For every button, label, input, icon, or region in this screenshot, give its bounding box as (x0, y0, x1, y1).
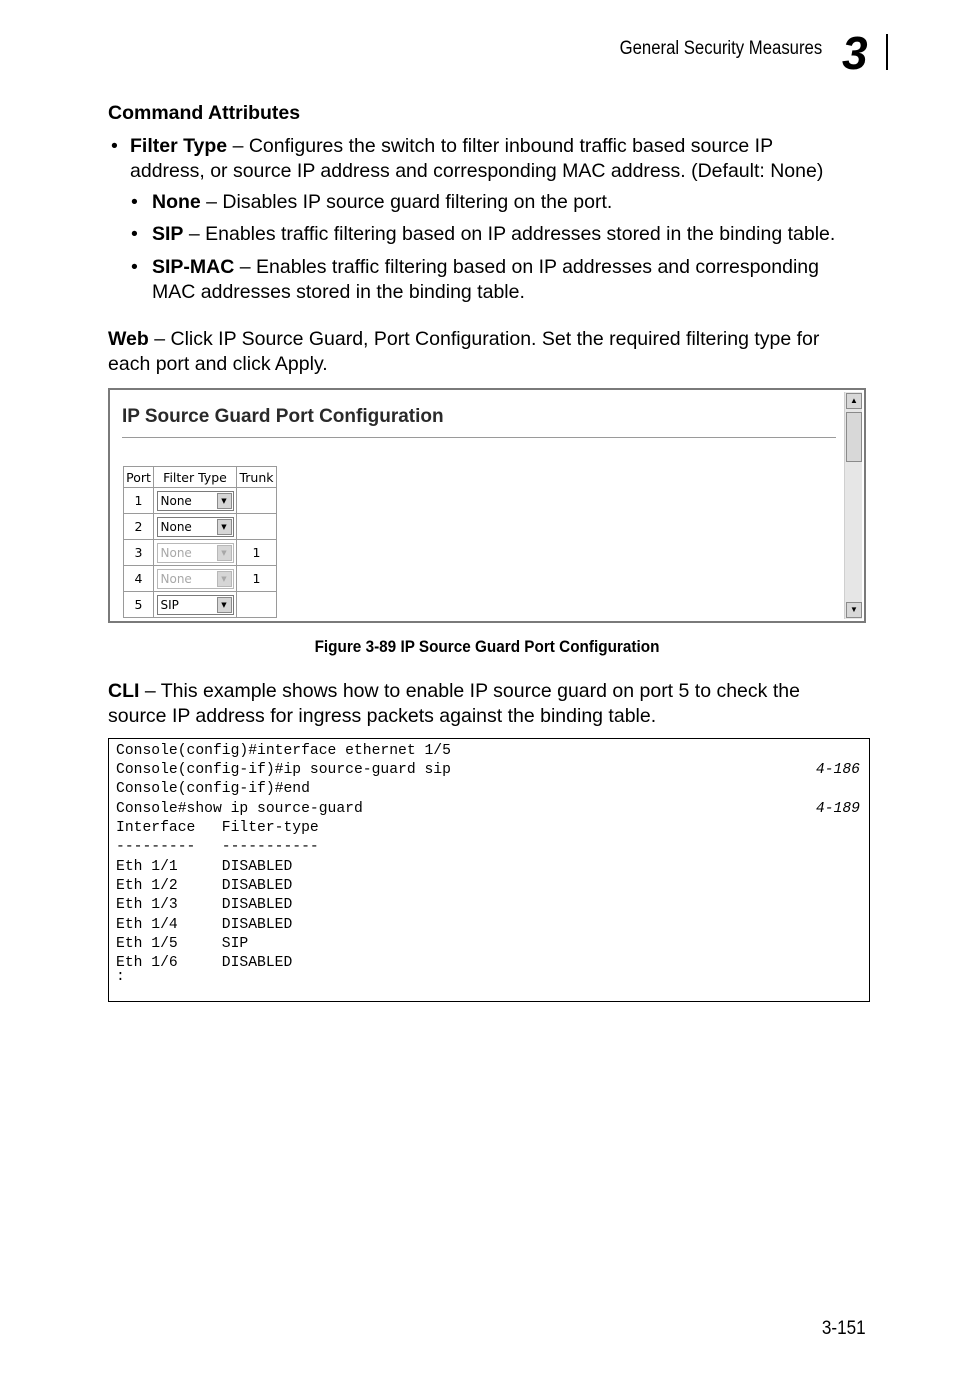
option-desc-line2: MAC addresses stored in the binding table. (152, 281, 525, 303)
web-ui-screenshot (108, 388, 866, 623)
scroll-down-arrow-icon[interactable]: ▼ (846, 602, 862, 618)
select-value: None (160, 571, 192, 586)
port-config-table (123, 466, 277, 618)
table-row (124, 566, 277, 592)
cli-line2: source IP address for ingress packets against the binding table. (108, 705, 657, 727)
code-line: Interface Filter-type (116, 820, 319, 836)
filter-cell (154, 540, 237, 566)
port-cell: 5 (124, 592, 154, 618)
code-line: Console(config-if)#ip source-guard sip (116, 762, 451, 778)
code-line: Eth 1/3 DISABLED (116, 897, 293, 913)
select-value: None (160, 545, 192, 560)
select-value: None (160, 519, 192, 534)
trunk-cell: 1 (237, 566, 277, 592)
filter-type-select-disabled (157, 569, 234, 589)
filter-cell (154, 488, 237, 514)
bullet-icon: • (111, 135, 118, 157)
option-desc: – Enables traffic filtering based on IP addresses stored in the binding table. (183, 223, 836, 245)
option-sip-mac (152, 255, 892, 305)
dropdown-arrow-icon[interactable]: ▼ (217, 493, 232, 509)
table-row (124, 488, 277, 514)
dropdown-arrow-icon: ▼ (217, 571, 232, 587)
bullet-icon: • (131, 223, 138, 245)
code-line: : (116, 969, 125, 985)
code-line: Eth 1/6 DISABLED (116, 955, 293, 971)
option-term: SIP (152, 223, 184, 245)
bullet-icon: • (131, 191, 138, 213)
option-term: SIP-MAC (152, 256, 235, 278)
scroll-thumb[interactable] (846, 412, 862, 462)
port-cell: 2 (124, 514, 154, 540)
code-line: --------- ----------- (116, 839, 319, 855)
trunk-cell (237, 488, 277, 514)
filter-type-select-disabled (157, 543, 234, 563)
port-cell: 3 (124, 540, 154, 566)
cli-paragraph (108, 679, 878, 729)
filter-cell (154, 566, 237, 592)
title-divider (122, 437, 836, 438)
web-term: Web (108, 328, 149, 350)
option-none (152, 190, 892, 215)
option-sip (152, 222, 892, 247)
page-number: 3-151 (822, 1318, 866, 1339)
dropdown-arrow-icon[interactable]: ▼ (217, 597, 232, 613)
trunk-cell: 1 (237, 540, 277, 566)
code-line: Eth 1/1 DISABLED (116, 859, 293, 875)
code-line: Console#show ip source-guard (116, 801, 363, 817)
select-value: SIP (160, 597, 179, 612)
option-term: None (152, 191, 201, 213)
web-line2: each port and click Apply. (108, 353, 328, 375)
scroll-up-arrow-icon[interactable]: ▲ (846, 393, 862, 409)
chapter-rule (886, 34, 888, 70)
code-line: Eth 1/5 SIP (116, 936, 249, 952)
port-cell: 1 (124, 488, 154, 514)
option-desc: – Enables traffic filtering based on IP addresses and corresponding (234, 256, 819, 278)
filter-type-term: Filter Type (130, 135, 228, 157)
vertical-scrollbar[interactable] (844, 392, 862, 619)
port-cell: 4 (124, 566, 154, 592)
column-header-port: Port (124, 467, 154, 488)
dropdown-arrow-icon[interactable]: ▼ (217, 519, 232, 535)
cli-line1: – This example shows how to enable IP source guard on port 5 to check the (139, 680, 800, 702)
cli-term: CLI (108, 680, 140, 702)
trunk-cell (237, 592, 277, 618)
code-line: Eth 1/4 DISABLED (116, 917, 293, 933)
column-header-trunk: Trunk (237, 467, 277, 488)
table-row (124, 592, 277, 618)
table-row (124, 540, 277, 566)
code-page-ref: 4-186 (815, 762, 860, 778)
dropdown-arrow-icon: ▼ (217, 545, 232, 561)
column-header-filter-type: Filter Type (154, 467, 237, 488)
filter-type-select[interactable] (157, 595, 234, 615)
code-line: Eth 1/2 DISABLED (116, 878, 293, 894)
select-value: None (160, 493, 192, 508)
code-line: Console(config)#interface ethernet 1/5 (116, 743, 451, 759)
table-row (124, 514, 277, 540)
filter-cell (154, 514, 237, 540)
chapter-number: 3 (842, 27, 866, 79)
web-paragraph (108, 327, 878, 377)
filter-type-select[interactable] (157, 491, 234, 511)
filter-cell (154, 592, 237, 618)
code-example (108, 738, 870, 1002)
figure-caption: Figure 3-89 IP Source Guard Port Configuration (314, 637, 660, 656)
code-line: Console(config-if)#end (116, 781, 310, 797)
web-line1: – Click IP Source Guard, Port Configuration. Set the required filtering type for (148, 328, 820, 350)
option-desc: – Disables IP source guard filtering on the port. (200, 191, 613, 213)
filter-type-item (130, 134, 890, 184)
web-ui-title: IP Source Guard Port Configuration (122, 406, 444, 427)
table-header-row (124, 467, 277, 488)
trunk-cell (237, 514, 277, 540)
command-attributes-heading: Command Attributes (108, 102, 301, 124)
filter-type-desc-line2: address, or source IP address and corresponding MAC address. (Default: None) (130, 160, 824, 182)
bullet-icon: • (131, 256, 138, 278)
filter-type-desc-line1: – Configures the switch to filter inbound traffic based source IP (227, 135, 774, 157)
code-page-ref: 4-189 (815, 801, 860, 817)
filter-type-select[interactable] (157, 517, 234, 537)
running-head: General Security Measures (619, 38, 822, 59)
